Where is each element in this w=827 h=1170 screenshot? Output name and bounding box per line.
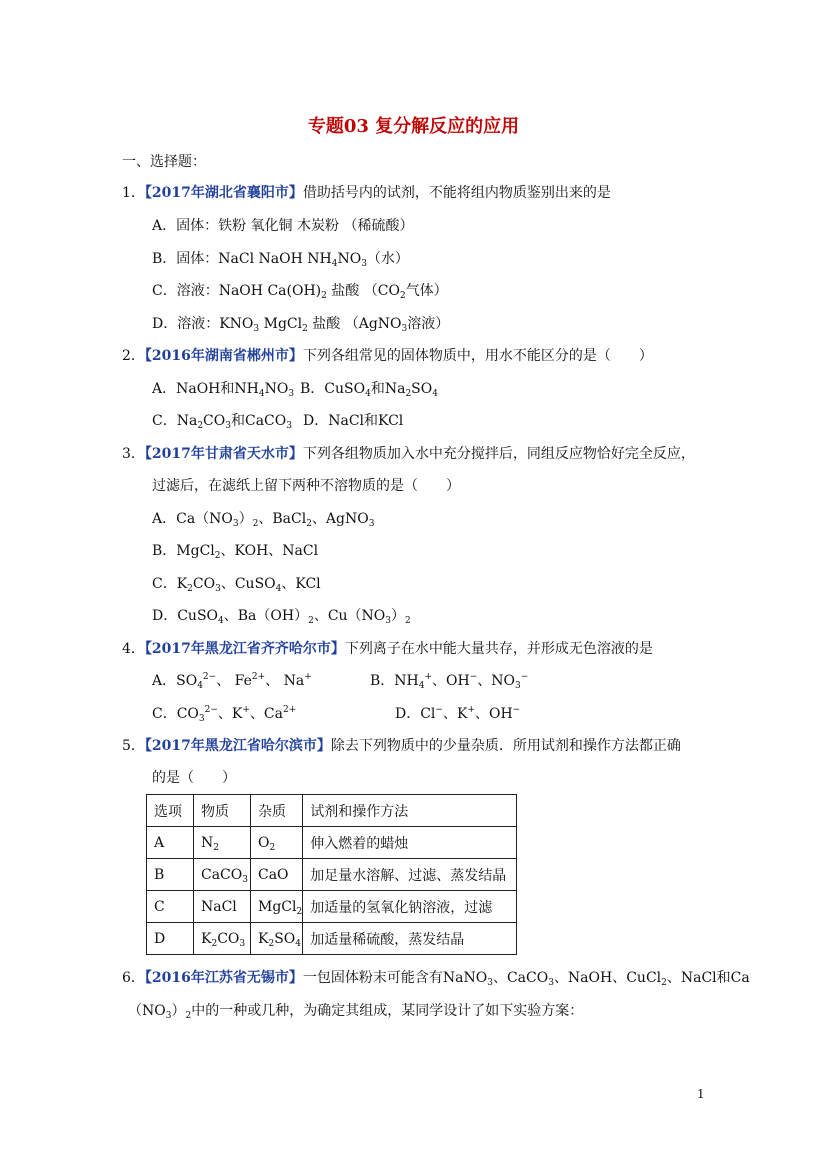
q2-option-c: C．$Na_2CO_3$和CaCO$_3$ <box>152 413 292 431</box>
question-source: 【2017年甘肃省天水市】 <box>144 446 303 462</box>
question-5: 5．【2017年黑龙江省哈尔滨市】除去下列物质中的少量杂质．所用试剂和操作方法都正确 <box>122 738 681 754</box>
cell-impurity: MgCl$_2$ <box>251 891 303 923</box>
q1-option-d: D．溶液：$KNO_3$ MgCl$_2$ 盐酸 （AgNO$_3$溶液） <box>152 316 450 334</box>
cell-substance: $N_2$ <box>194 827 251 859</box>
page-title: 专题03 复分解反应的应用 <box>307 116 520 137</box>
q3-option-d: D．CuSO$_4$、$Ba(OH)_2$、$Cu(NO_3)_2$ <box>152 608 411 626</box>
page-number: 1 <box>697 1087 705 1101</box>
question-source: 【2016年江苏省无锡市】 <box>144 970 303 986</box>
q4-option-c: C．$CO_3^{2-}$、K+、$Ca^{2+}$ <box>152 705 297 724</box>
q2-option-d: D．NaCl和KCl <box>303 413 404 429</box>
q3-option-b: B．MgCl$_2$、KOH、NaCl <box>152 543 319 561</box>
q1-option-a: A．固体：铁粉 氧化铜 木炭粉 （稀硫酸） <box>152 218 414 234</box>
impurity-table <box>146 794 517 955</box>
header-option: 选项 <box>147 795 194 827</box>
question-source: 【2017年黑龙江省齐齐哈尔市】 <box>144 641 345 657</box>
table-row <box>147 827 517 859</box>
cell-substance: NaCl <box>194 891 251 923</box>
table-row <box>147 859 517 891</box>
q2-option-b: B．CuSO$_4$和$Na_2SO_4$ <box>300 381 438 399</box>
cell-method: 加适量稀硫酸，蒸发结晶 <box>303 923 517 955</box>
cell-option: B <box>147 859 194 891</box>
header-substance: 物质 <box>194 795 251 827</box>
question-4: 4．【2017年黑龙江省齐齐哈尔市】下列离子在水中能大量共存，并形成无色溶液的是 <box>122 641 653 657</box>
question-2: 2．【2016年湖南省郴州市】下列各组常见的固体物质中，用水不能区分的是（ ） <box>122 348 653 364</box>
q4-option-d: D．Cl−、K+、OH− <box>395 705 521 722</box>
section-heading: 一、选择题： <box>122 154 206 170</box>
question-5-cont: 的是（ ） <box>152 770 236 786</box>
cell-option: A <box>147 827 194 859</box>
question-1: 1．【2017年湖北省襄阳市】借助括号内的试剂，不能将组内物质鉴别出来的是 <box>122 185 611 201</box>
table-row <box>147 923 517 955</box>
q1-option-b: B．固体：NaCl NaOH $NH_4NO_3$（水） <box>152 251 409 269</box>
cell-option: D <box>147 923 194 955</box>
cell-substance: $K_2CO_3$ <box>194 923 251 955</box>
q3-option-c: C．$K_2CO_3$、CuSO$_4$、KCl <box>152 576 321 594</box>
q2-option-a: A．NaOH和$NH_4NO_3$ <box>152 381 295 399</box>
q3-option-a: A．$Ca(NO_3)_2$、BaCl$_2$、AgNO$_3$ <box>152 511 375 529</box>
table-header-row <box>147 795 517 827</box>
cell-method: 加足量水溶解、过滤、蒸发结晶 <box>303 859 517 891</box>
cell-impurity: CaO <box>251 859 303 891</box>
cell-impurity: $K_2SO_4$ <box>251 923 303 955</box>
question-3: 3．【2017年甘肃省天水市】下列各组物质加入水中充分搅拌后，同组反应物恰好完全反应， <box>122 446 695 462</box>
cell-substance: CaCO$_3$ <box>194 859 251 891</box>
question-source: 【2017年湖北省襄阳市】 <box>144 185 303 201</box>
question-source: 【2016年湖南省郴州市】 <box>144 348 303 364</box>
header-impurity: 杂质 <box>251 795 303 827</box>
q1-option-c: C．溶液：NaOH $Ca(OH)_2$ 盐酸 （$CO_2$气体） <box>152 283 448 301</box>
question-6-cont: $(NO_3)_2$中的一种或几种，为确定其组成，某同学设计了如下实验方案： <box>128 1003 584 1021</box>
cell-option: C <box>147 891 194 923</box>
q4-option-a: A．$SO_4^{2-}$、 $Fe^{2+}$、 Na+ <box>152 672 312 691</box>
q4-option-b: B．$NH_4^+$、OH−、$NO_3^-$ <box>370 672 529 691</box>
cell-method: 加适量的氢氧化钠溶液，过滤 <box>303 891 517 923</box>
cell-method: 伸入燃着的蜡烛 <box>303 827 517 859</box>
header-method: 试剂和操作方法 <box>303 795 517 827</box>
cell-impurity: $O_2$ <box>251 827 303 859</box>
question-3-cont: 过滤后，在滤纸上留下两种不溶物质的是（ ） <box>152 478 460 494</box>
table-row <box>147 891 517 923</box>
question-6: 6．【2016年江苏省无锡市】一包固体粉末可能含有NaNO$_3$、CaCO$_3$、NaOH、CuCl$_2$、NaCl和Ca <box>122 970 750 988</box>
question-source: 【2017年黑龙江省哈尔滨市】 <box>144 738 331 754</box>
